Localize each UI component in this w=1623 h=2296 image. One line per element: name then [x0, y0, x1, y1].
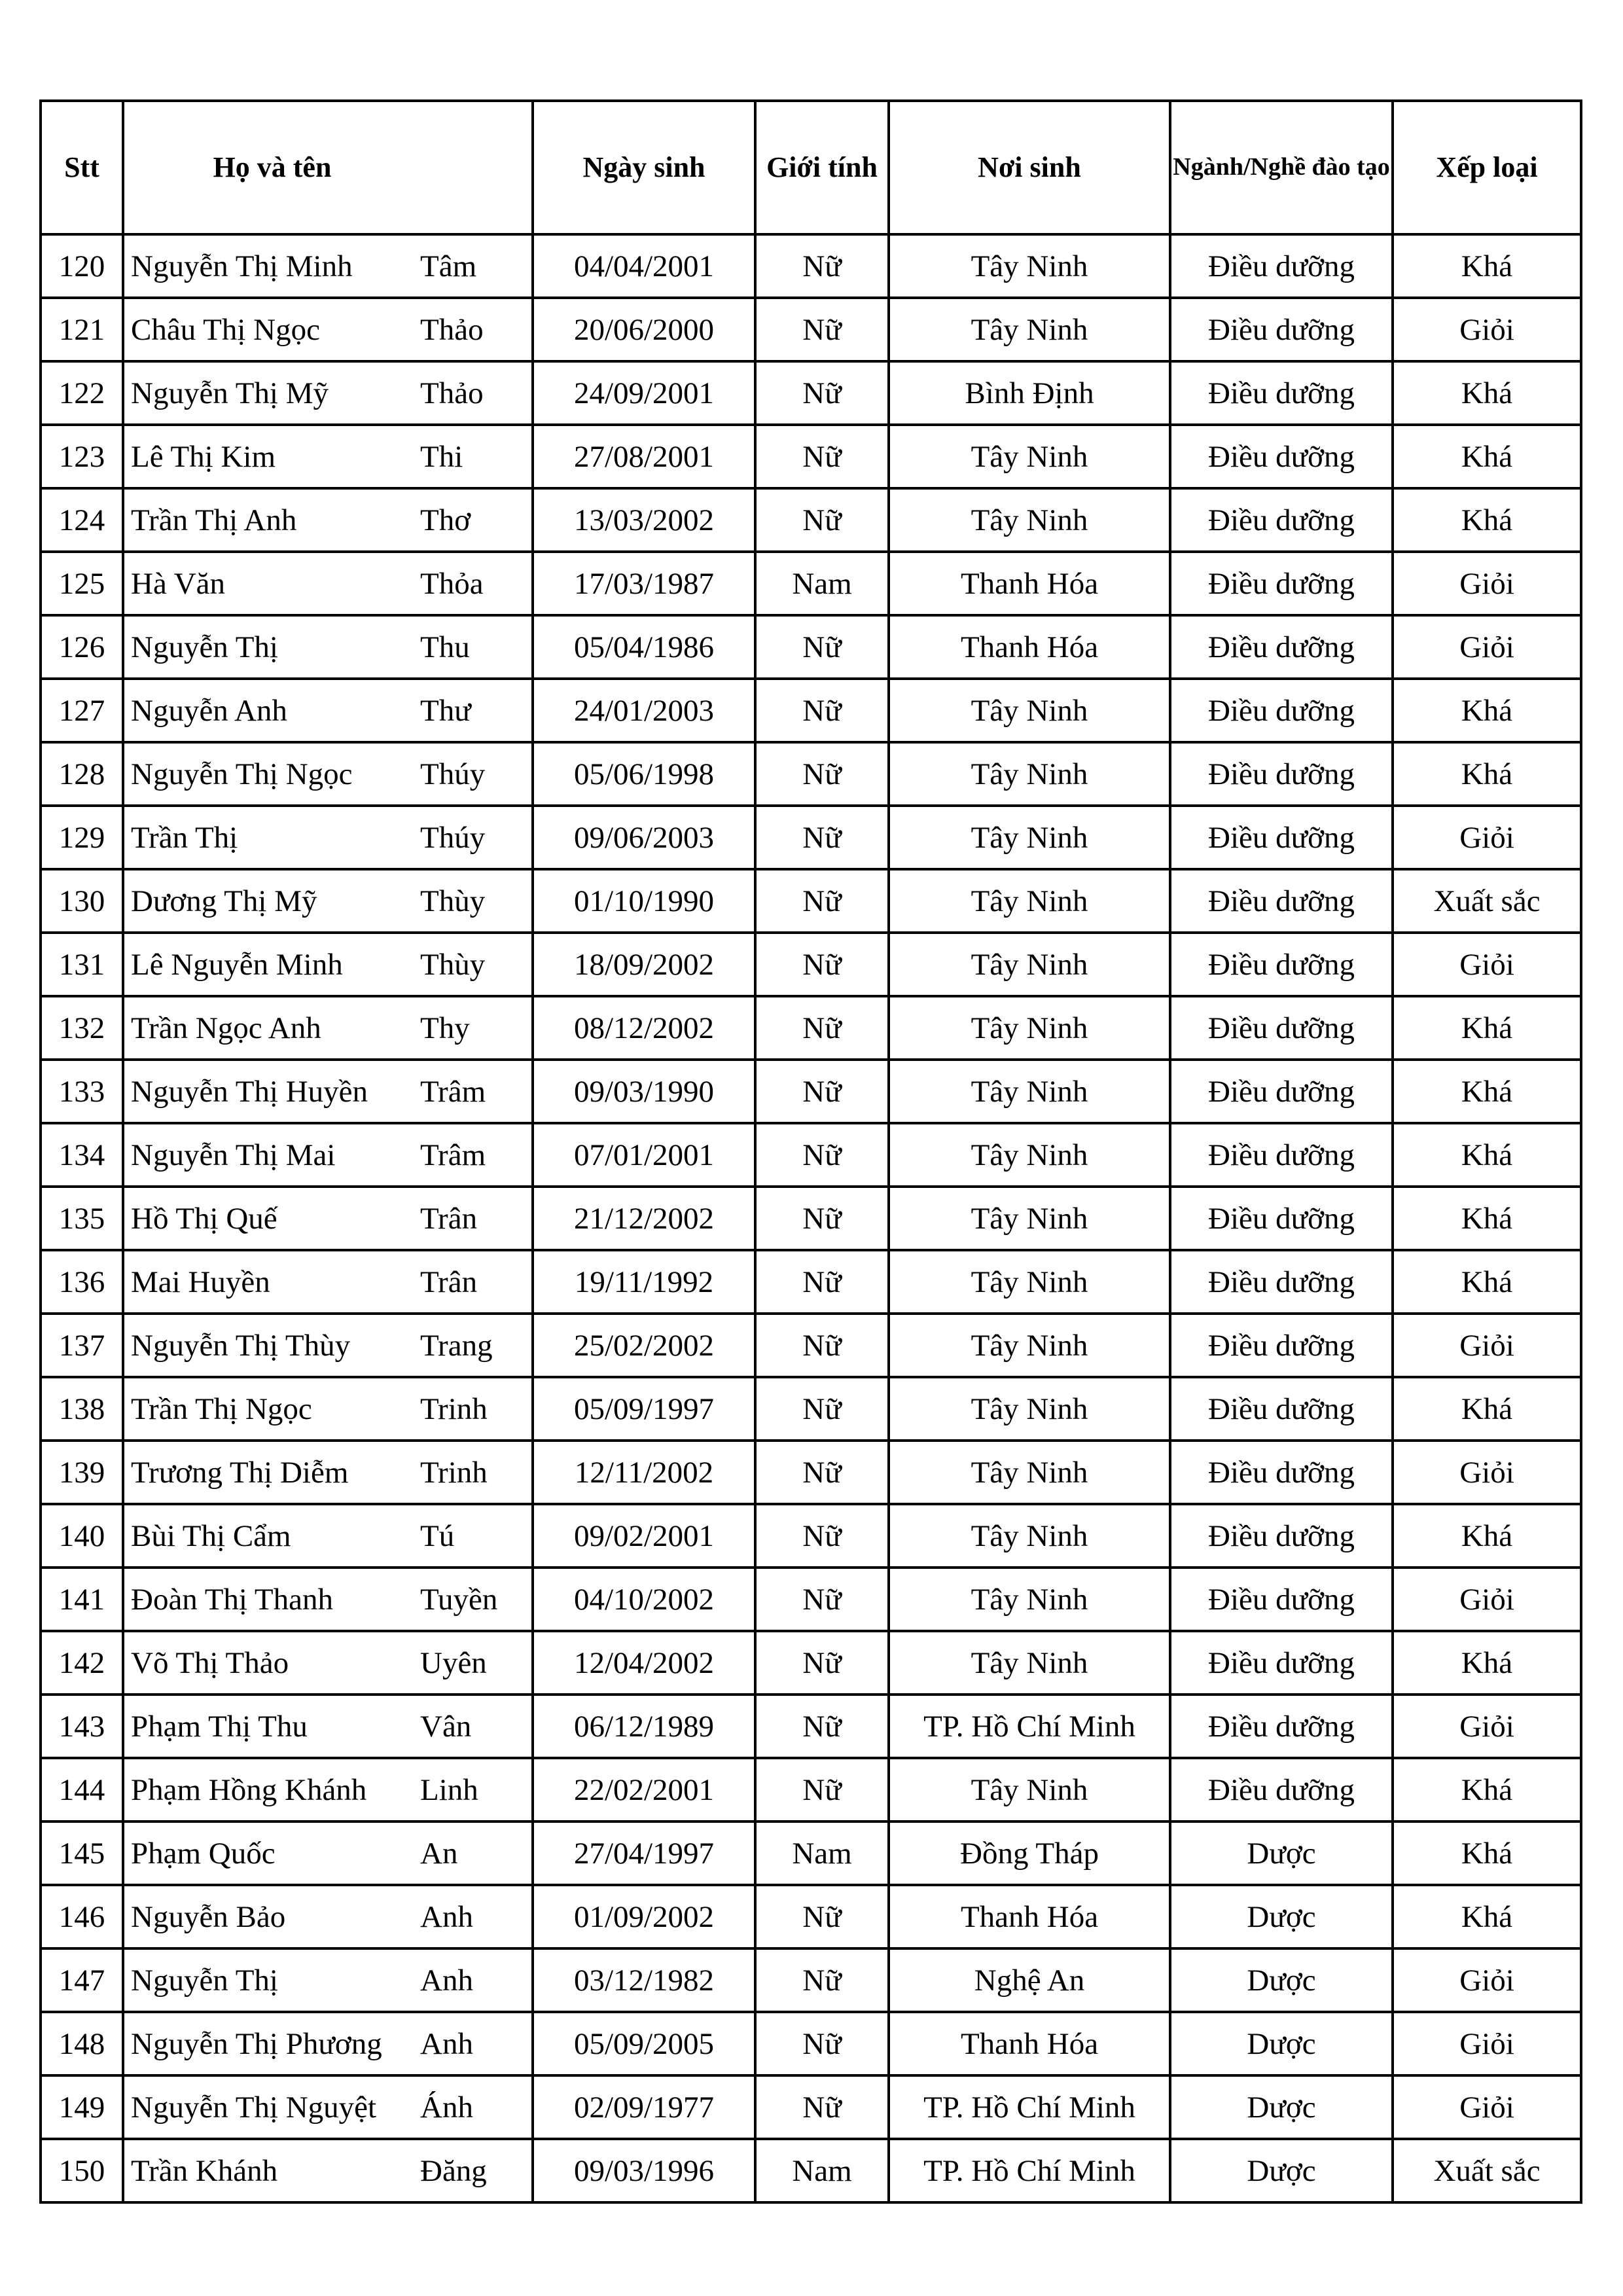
cell-noi-sinh: Thanh Hóa — [889, 615, 1170, 679]
cell-ho-dem: Nguyễn Thị Mỹ — [123, 361, 420, 425]
cell-nganh: Dược — [1170, 2139, 1393, 2202]
table-row — [41, 1377, 1581, 1441]
cell-xep-loai: Giỏi — [1393, 933, 1581, 996]
cell-noi-sinh: Thanh Hóa — [889, 1885, 1170, 1948]
cell-ho-dem: Phạm Quốc — [123, 1821, 420, 1885]
cell-xep-loai: Giỏi — [1393, 552, 1581, 615]
cell-ngay-sinh: 05/04/1986 — [533, 615, 755, 679]
cell-ten: Tâm — [420, 234, 533, 298]
table-row — [41, 2139, 1581, 2202]
table-row — [41, 1441, 1581, 1504]
cell-xep-loai: Khá — [1393, 742, 1581, 806]
cell-stt: 121 — [41, 298, 123, 361]
cell-stt: 144 — [41, 1758, 123, 1821]
cell-nganh: Điều dưỡng — [1170, 1568, 1393, 1631]
table-row — [41, 2075, 1581, 2139]
cell-ten: Trinh — [420, 1441, 533, 1504]
table-row — [41, 234, 1581, 298]
cell-xep-loai: Khá — [1393, 234, 1581, 298]
cell-ngay-sinh: 27/04/1997 — [533, 1821, 755, 1885]
cell-ho-dem: Trần Khánh — [123, 2139, 420, 2202]
cell-ho-dem: Nguyễn Thị Huyền — [123, 1060, 420, 1123]
cell-ngay-sinh: 03/12/1982 — [533, 1948, 755, 2012]
cell-noi-sinh: Thanh Hóa — [889, 2012, 1170, 2075]
cell-ten: Trâm — [420, 1123, 533, 1187]
cell-gioi-tinh: Nữ — [755, 361, 889, 425]
header-stt: Stt — [41, 101, 123, 234]
cell-ten: An — [420, 1821, 533, 1885]
cell-ten: Trâm — [420, 1060, 533, 1123]
cell-noi-sinh: Tây Ninh — [889, 679, 1170, 742]
table-row — [41, 1568, 1581, 1631]
cell-stt: 145 — [41, 1821, 123, 1885]
cell-ten: Thi — [420, 425, 533, 488]
cell-ho-dem: Nguyễn Thị — [123, 615, 420, 679]
cell-nganh: Điều dưỡng — [1170, 1631, 1393, 1695]
cell-ho-dem: Lê Nguyễn Minh — [123, 933, 420, 996]
cell-ho-dem: Nguyễn Thị Ngọc — [123, 742, 420, 806]
cell-xep-loai: Khá — [1393, 1504, 1581, 1568]
cell-nganh: Điều dưỡng — [1170, 742, 1393, 806]
cell-ngay-sinh: 12/11/2002 — [533, 1441, 755, 1504]
cell-gioi-tinh: Nữ — [755, 869, 889, 933]
cell-gioi-tinh: Nữ — [755, 1631, 889, 1695]
cell-nganh: Điều dưỡng — [1170, 298, 1393, 361]
cell-nganh: Dược — [1170, 1948, 1393, 2012]
cell-ngay-sinh: 09/06/2003 — [533, 806, 755, 869]
cell-ho-dem: Lê Thị Kim — [123, 425, 420, 488]
table-row — [41, 1948, 1581, 2012]
cell-ten: Thơ — [420, 488, 533, 552]
table-row — [41, 615, 1581, 679]
cell-xep-loai: Khá — [1393, 679, 1581, 742]
table-header — [41, 101, 1581, 234]
cell-gioi-tinh: Nữ — [755, 2012, 889, 2075]
cell-ngay-sinh: 01/10/1990 — [533, 869, 755, 933]
cell-ho-dem: Nguyễn Thị Phương — [123, 2012, 420, 2075]
cell-ngay-sinh: 21/12/2002 — [533, 1187, 755, 1250]
cell-ten: Thùy — [420, 933, 533, 996]
cell-ngay-sinh: 08/12/2002 — [533, 996, 755, 1060]
cell-gioi-tinh: Nữ — [755, 996, 889, 1060]
cell-ho-dem: Nguyễn Thị Mai — [123, 1123, 420, 1187]
cell-gioi-tinh: Nam — [755, 1821, 889, 1885]
table-row — [41, 742, 1581, 806]
cell-stt: 134 — [41, 1123, 123, 1187]
cell-ngay-sinh: 02/09/1977 — [533, 2075, 755, 2139]
cell-stt: 142 — [41, 1631, 123, 1695]
cell-noi-sinh: Tây Ninh — [889, 1568, 1170, 1631]
cell-ho-dem: Bùi Thị Cẩm — [123, 1504, 420, 1568]
header-ho-ten: Họ và tên — [123, 101, 420, 234]
cell-stt: 132 — [41, 996, 123, 1060]
cell-gioi-tinh: Nữ — [755, 1060, 889, 1123]
cell-ten: Thảo — [420, 298, 533, 361]
cell-nganh: Điều dưỡng — [1170, 996, 1393, 1060]
cell-stt: 147 — [41, 1948, 123, 2012]
cell-ho-dem: Phạm Thị Thu — [123, 1695, 420, 1758]
header-gioi-tinh: Giới tính — [755, 101, 889, 234]
table-row — [41, 996, 1581, 1060]
cell-ten: Thy — [420, 996, 533, 1060]
cell-gioi-tinh: Nữ — [755, 1758, 889, 1821]
cell-nganh: Điều dưỡng — [1170, 552, 1393, 615]
cell-nganh: Điều dưỡng — [1170, 1314, 1393, 1377]
cell-ten: Anh — [420, 1948, 533, 2012]
cell-stt: 126 — [41, 615, 123, 679]
cell-ho-dem: Hồ Thị Quế — [123, 1187, 420, 1250]
table-row — [41, 806, 1581, 869]
cell-noi-sinh: Thanh Hóa — [889, 552, 1170, 615]
cell-ngay-sinh: 04/04/2001 — [533, 234, 755, 298]
cell-nganh: Dược — [1170, 2012, 1393, 2075]
cell-stt: 148 — [41, 2012, 123, 2075]
cell-xep-loai: Giỏi — [1393, 806, 1581, 869]
table-row — [41, 1187, 1581, 1250]
cell-nganh: Điều dưỡng — [1170, 361, 1393, 425]
table-row — [41, 425, 1581, 488]
cell-gioi-tinh: Nữ — [755, 1568, 889, 1631]
cell-xep-loai: Khá — [1393, 1885, 1581, 1948]
cell-noi-sinh: Tây Ninh — [889, 742, 1170, 806]
cell-noi-sinh: Tây Ninh — [889, 1441, 1170, 1504]
cell-ten: Thư — [420, 679, 533, 742]
cell-ngay-sinh: 07/01/2001 — [533, 1123, 755, 1187]
cell-noi-sinh: TP. Hồ Chí Minh — [889, 2075, 1170, 2139]
cell-noi-sinh: Tây Ninh — [889, 933, 1170, 996]
cell-noi-sinh: Đồng Tháp — [889, 1821, 1170, 1885]
table-row — [41, 1758, 1581, 1821]
cell-noi-sinh: Tây Ninh — [889, 425, 1170, 488]
cell-xep-loai: Giỏi — [1393, 1695, 1581, 1758]
cell-ten: Tú — [420, 1504, 533, 1568]
cell-ten: Linh — [420, 1758, 533, 1821]
cell-stt: 125 — [41, 552, 123, 615]
cell-ngay-sinh: 09/03/1996 — [533, 2139, 755, 2202]
header-noi-sinh: Nơi sinh — [889, 101, 1170, 234]
cell-gioi-tinh: Nữ — [755, 1377, 889, 1441]
cell-ngay-sinh: 12/04/2002 — [533, 1631, 755, 1695]
cell-gioi-tinh: Nữ — [755, 615, 889, 679]
cell-xep-loai: Giỏi — [1393, 1314, 1581, 1377]
cell-ten: Thùy — [420, 869, 533, 933]
cell-ten: Anh — [420, 1885, 533, 1948]
cell-ho-dem: Dương Thị Mỹ — [123, 869, 420, 933]
cell-ngay-sinh: 20/06/2000 — [533, 298, 755, 361]
cell-noi-sinh: Tây Ninh — [889, 1123, 1170, 1187]
cell-xep-loai: Khá — [1393, 1377, 1581, 1441]
cell-ho-dem: Võ Thị Thảo — [123, 1631, 420, 1695]
cell-ngay-sinh: 24/01/2003 — [533, 679, 755, 742]
cell-stt: 135 — [41, 1187, 123, 1250]
table-row — [41, 1885, 1581, 1948]
cell-stt: 139 — [41, 1441, 123, 1504]
cell-nganh: Điều dưỡng — [1170, 1060, 1393, 1123]
cell-ho-dem: Mai Huyền — [123, 1250, 420, 1314]
cell-ten: Đăng — [420, 2139, 533, 2202]
cell-ten: Ánh — [420, 2075, 533, 2139]
cell-gioi-tinh: Nữ — [755, 298, 889, 361]
cell-xep-loai: Xuất sắc — [1393, 2139, 1581, 2202]
cell-stt: 128 — [41, 742, 123, 806]
table-row — [41, 1821, 1581, 1885]
cell-gioi-tinh: Nữ — [755, 1885, 889, 1948]
cell-ngay-sinh: 09/02/2001 — [533, 1504, 755, 1568]
cell-noi-sinh: Tây Ninh — [889, 298, 1170, 361]
cell-noi-sinh: Tây Ninh — [889, 1250, 1170, 1314]
cell-ho-dem: Trương Thị Diễm — [123, 1441, 420, 1504]
table-row — [41, 298, 1581, 361]
cell-ten: Thúy — [420, 742, 533, 806]
cell-gioi-tinh: Nữ — [755, 1123, 889, 1187]
cell-stt: 140 — [41, 1504, 123, 1568]
cell-ngay-sinh: 19/11/1992 — [533, 1250, 755, 1314]
cell-stt: 130 — [41, 869, 123, 933]
cell-gioi-tinh: Nữ — [755, 1441, 889, 1504]
cell-nganh: Dược — [1170, 1885, 1393, 1948]
cell-noi-sinh: Tây Ninh — [889, 806, 1170, 869]
cell-nganh: Dược — [1170, 1821, 1393, 1885]
cell-stt: 146 — [41, 1885, 123, 1948]
cell-noi-sinh: Tây Ninh — [889, 488, 1170, 552]
cell-stt: 141 — [41, 1568, 123, 1631]
cell-nganh: Dược — [1170, 2075, 1393, 2139]
header-ho-ten-spacer — [420, 101, 533, 234]
cell-xep-loai: Khá — [1393, 1060, 1581, 1123]
cell-nganh: Điều dưỡng — [1170, 1250, 1393, 1314]
cell-xep-loai: Khá — [1393, 1123, 1581, 1187]
cell-gioi-tinh: Nữ — [755, 933, 889, 996]
cell-ho-dem: Châu Thị Ngọc — [123, 298, 420, 361]
cell-nganh: Điều dưỡng — [1170, 933, 1393, 996]
cell-gioi-tinh: Nữ — [755, 806, 889, 869]
cell-stt: 123 — [41, 425, 123, 488]
cell-nganh: Điều dưỡng — [1170, 1187, 1393, 1250]
cell-xep-loai: Khá — [1393, 425, 1581, 488]
table-row — [41, 1631, 1581, 1695]
cell-ten: Thu — [420, 615, 533, 679]
cell-ten: Tuyền — [420, 1568, 533, 1631]
cell-ho-dem: Trần Thị Anh — [123, 488, 420, 552]
cell-noi-sinh: Tây Ninh — [889, 869, 1170, 933]
cell-xep-loai: Khá — [1393, 1631, 1581, 1695]
cell-xep-loai: Giỏi — [1393, 1568, 1581, 1631]
cell-ten: Thảo — [420, 361, 533, 425]
cell-nganh: Điều dưỡng — [1170, 1695, 1393, 1758]
cell-xep-loai: Giỏi — [1393, 1441, 1581, 1504]
header-nganh: Ngành/Nghề đào tạo — [1170, 101, 1393, 234]
cell-stt: 120 — [41, 234, 123, 298]
cell-nganh: Điều dưỡng — [1170, 679, 1393, 742]
cell-ngay-sinh: 27/08/2001 — [533, 425, 755, 488]
table-row — [41, 2012, 1581, 2075]
cell-ten: Uyên — [420, 1631, 533, 1695]
cell-noi-sinh: Tây Ninh — [889, 1504, 1170, 1568]
cell-gioi-tinh: Nữ — [755, 679, 889, 742]
cell-ho-dem: Trần Thị — [123, 806, 420, 869]
table-row — [41, 1695, 1581, 1758]
table-row — [41, 1504, 1581, 1568]
cell-ho-dem: Nguyễn Bảo — [123, 1885, 420, 1948]
cell-ngay-sinh: 06/12/1989 — [533, 1695, 755, 1758]
student-roster-table — [39, 99, 1582, 2204]
header-ngay-sinh: Ngày sinh — [533, 101, 755, 234]
cell-xep-loai: Khá — [1393, 1187, 1581, 1250]
cell-xep-loai: Xuất sắc — [1393, 869, 1581, 933]
cell-ngay-sinh: 13/03/2002 — [533, 488, 755, 552]
cell-stt: 124 — [41, 488, 123, 552]
cell-noi-sinh: TP. Hồ Chí Minh — [889, 2139, 1170, 2202]
cell-nganh: Điều dưỡng — [1170, 1441, 1393, 1504]
cell-ho-dem: Nguyễn Thị — [123, 1948, 420, 2012]
table-row — [41, 869, 1581, 933]
cell-ngay-sinh: 05/09/2005 — [533, 2012, 755, 2075]
cell-noi-sinh: Tây Ninh — [889, 234, 1170, 298]
cell-gioi-tinh: Nữ — [755, 1695, 889, 1758]
cell-nganh: Điều dưỡng — [1170, 1123, 1393, 1187]
cell-nganh: Điều dưỡng — [1170, 806, 1393, 869]
cell-nganh: Điều dưỡng — [1170, 1758, 1393, 1821]
cell-ten: Thúy — [420, 806, 533, 869]
header-row — [41, 101, 1581, 234]
cell-ngay-sinh: 04/10/2002 — [533, 1568, 755, 1631]
cell-xep-loai: Khá — [1393, 1821, 1581, 1885]
cell-noi-sinh: Tây Ninh — [889, 1060, 1170, 1123]
cell-xep-loai: Khá — [1393, 996, 1581, 1060]
cell-ho-dem: Nguyễn Thị Nguyệt — [123, 2075, 420, 2139]
cell-gioi-tinh: Nữ — [755, 2075, 889, 2139]
cell-gioi-tinh: Nữ — [755, 1314, 889, 1377]
cell-gioi-tinh: Nữ — [755, 1187, 889, 1250]
cell-ho-dem: Hà Văn — [123, 552, 420, 615]
cell-xep-loai: Khá — [1393, 361, 1581, 425]
cell-stt: 149 — [41, 2075, 123, 2139]
table-row — [41, 1060, 1581, 1123]
table-body — [41, 234, 1581, 2202]
cell-ngay-sinh: 01/09/2002 — [533, 1885, 755, 1948]
cell-ngay-sinh: 05/06/1998 — [533, 742, 755, 806]
cell-xep-loai: Giỏi — [1393, 2075, 1581, 2139]
table-row — [41, 552, 1581, 615]
cell-nganh: Điều dưỡng — [1170, 1504, 1393, 1568]
cell-ngay-sinh: 09/03/1990 — [533, 1060, 755, 1123]
cell-gioi-tinh: Nữ — [755, 1948, 889, 2012]
table-row — [41, 933, 1581, 996]
cell-xep-loai: Khá — [1393, 1250, 1581, 1314]
cell-ten: Trinh — [420, 1377, 533, 1441]
cell-xep-loai: Giỏi — [1393, 2012, 1581, 2075]
cell-xep-loai: Giỏi — [1393, 1948, 1581, 2012]
cell-ngay-sinh: 05/09/1997 — [533, 1377, 755, 1441]
cell-stt: 133 — [41, 1060, 123, 1123]
cell-ho-dem: Phạm Hồng Khánh — [123, 1758, 420, 1821]
cell-stt: 122 — [41, 361, 123, 425]
table-row — [41, 679, 1581, 742]
cell-nganh: Điều dưỡng — [1170, 869, 1393, 933]
cell-nganh: Điều dưỡng — [1170, 425, 1393, 488]
cell-stt: 143 — [41, 1695, 123, 1758]
cell-noi-sinh: Tây Ninh — [889, 996, 1170, 1060]
cell-ngay-sinh: 24/09/2001 — [533, 361, 755, 425]
cell-gioi-tinh: Nữ — [755, 1504, 889, 1568]
cell-noi-sinh: Nghệ An — [889, 1948, 1170, 2012]
cell-ten: Vân — [420, 1695, 533, 1758]
table-row — [41, 488, 1581, 552]
cell-xep-loai: Khá — [1393, 488, 1581, 552]
cell-xep-loai: Giỏi — [1393, 615, 1581, 679]
cell-nganh: Điều dưỡng — [1170, 1377, 1393, 1441]
cell-ho-dem: Nguyễn Thị Minh — [123, 234, 420, 298]
cell-gioi-tinh: Nữ — [755, 742, 889, 806]
cell-stt: 129 — [41, 806, 123, 869]
cell-ten: Anh — [420, 2012, 533, 2075]
cell-gioi-tinh: Nữ — [755, 234, 889, 298]
cell-noi-sinh: TP. Hồ Chí Minh — [889, 1695, 1170, 1758]
cell-gioi-tinh: Nam — [755, 2139, 889, 2202]
cell-ten: Trân — [420, 1250, 533, 1314]
cell-ho-dem: Nguyễn Anh — [123, 679, 420, 742]
cell-stt: 136 — [41, 1250, 123, 1314]
cell-stt: 137 — [41, 1314, 123, 1377]
cell-stt: 150 — [41, 2139, 123, 2202]
cell-ho-dem: Nguyễn Thị Thùy — [123, 1314, 420, 1377]
cell-ngay-sinh: 18/09/2002 — [533, 933, 755, 996]
cell-stt: 131 — [41, 933, 123, 996]
cell-noi-sinh: Tây Ninh — [889, 1314, 1170, 1377]
cell-noi-sinh: Tây Ninh — [889, 1758, 1170, 1821]
cell-ten: Trân — [420, 1187, 533, 1250]
cell-noi-sinh: Bình Định — [889, 361, 1170, 425]
table-row — [41, 1250, 1581, 1314]
cell-xep-loai: Khá — [1393, 1758, 1581, 1821]
cell-nganh: Điều dưỡng — [1170, 488, 1393, 552]
cell-noi-sinh: Tây Ninh — [889, 1377, 1170, 1441]
cell-ho-dem: Trần Ngọc Anh — [123, 996, 420, 1060]
cell-noi-sinh: Tây Ninh — [889, 1187, 1170, 1250]
cell-gioi-tinh: Nữ — [755, 1250, 889, 1314]
cell-ten: Thỏa — [420, 552, 533, 615]
cell-gioi-tinh: Nam — [755, 552, 889, 615]
table-row — [41, 361, 1581, 425]
cell-ngay-sinh: 22/02/2001 — [533, 1758, 755, 1821]
cell-ho-dem: Đoàn Thị Thanh — [123, 1568, 420, 1631]
cell-nganh: Điều dưỡng — [1170, 615, 1393, 679]
cell-ten: Trang — [420, 1314, 533, 1377]
cell-ho-dem: Trần Thị Ngọc — [123, 1377, 420, 1441]
table-row — [41, 1123, 1581, 1187]
table-row — [41, 1314, 1581, 1377]
cell-nganh: Điều dưỡng — [1170, 234, 1393, 298]
cell-gioi-tinh: Nữ — [755, 488, 889, 552]
header-xep-loai: Xếp loại — [1393, 101, 1581, 234]
cell-xep-loai: Giỏi — [1393, 298, 1581, 361]
cell-stt: 138 — [41, 1377, 123, 1441]
cell-stt: 127 — [41, 679, 123, 742]
cell-gioi-tinh: Nữ — [755, 425, 889, 488]
cell-ngay-sinh: 25/02/2002 — [533, 1314, 755, 1377]
cell-noi-sinh: Tây Ninh — [889, 1631, 1170, 1695]
cell-ngay-sinh: 17/03/1987 — [533, 552, 755, 615]
